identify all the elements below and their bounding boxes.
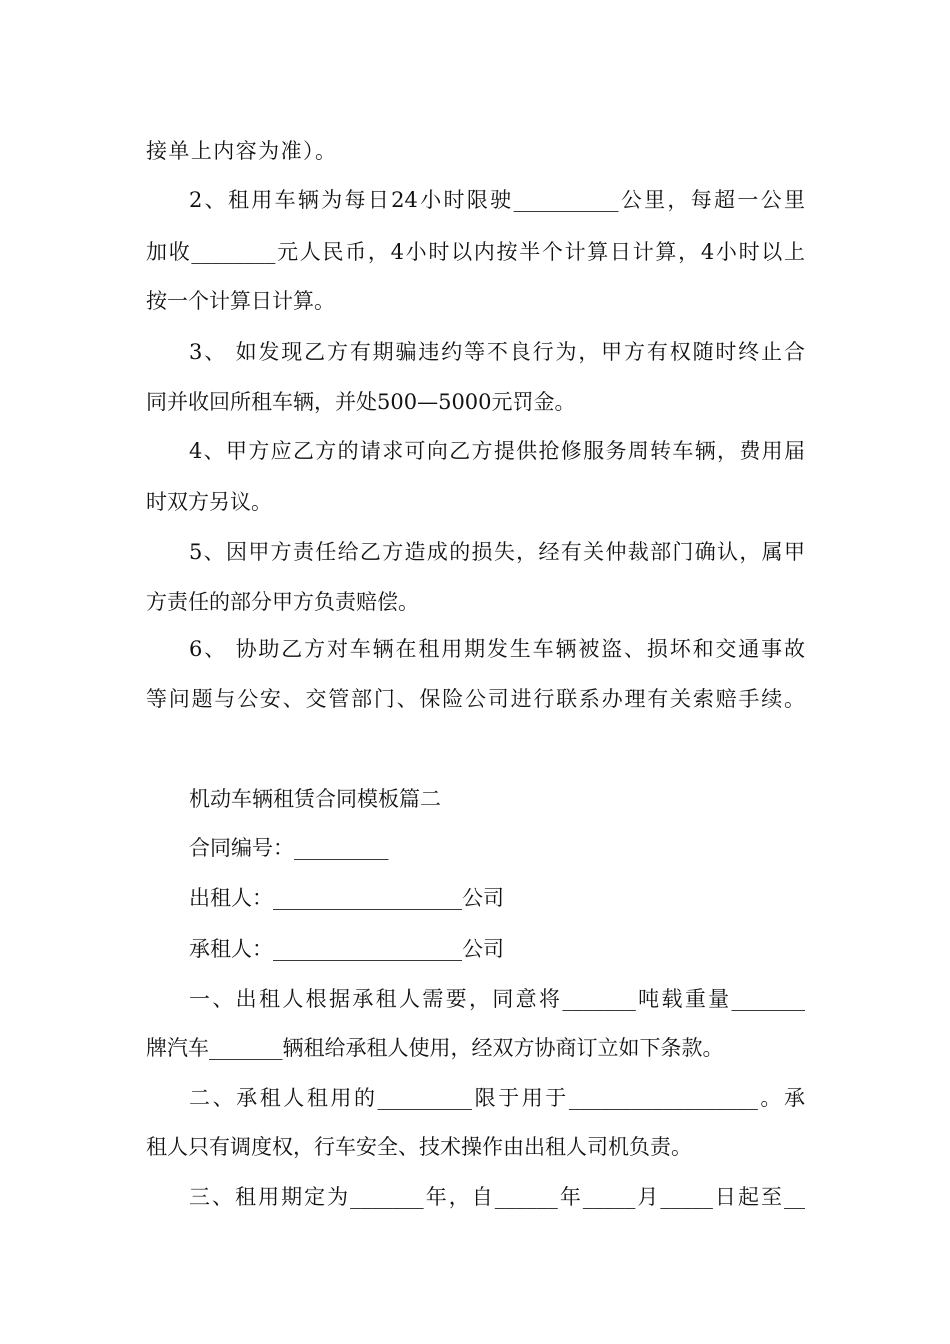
- section-title: 机动车辆租赁合同模板篇二: [189, 787, 441, 811]
- text-line: 三、租用期定为_______年，自______年_____月_____日起至__: [189, 1185, 805, 1209]
- text-line: 2、租用车辆为每日24小时限驶__________公里，每超一公里: [189, 188, 805, 212]
- lessor-field: 出租人：__________________公司: [189, 886, 504, 910]
- text-line: 5、因甲方责任给乙方造成的损失，经有关仲裁部门确认，属甲: [189, 540, 805, 564]
- text-line: 3、 如发现乙方有期骗违约等不良行为，甲方有权随时终止合: [189, 340, 805, 364]
- text-line: 等问题与公安、交管部门、保险公司进行联系办理有关索赔手续。: [146, 687, 805, 711]
- text-line: 时双方另议。: [146, 490, 272, 514]
- text-line: 同并收回所租车辆，并处500—5000元罚金。: [146, 390, 576, 414]
- text-line: 加收________元人民币，4小时以内按半个计算日计算，4小时以上: [146, 240, 805, 264]
- text-line: 接单上内容为准）。: [146, 139, 336, 163]
- contract-number: 合同编号：_________: [189, 836, 389, 860]
- text-line: 按一个计算日计算。: [146, 289, 335, 313]
- text-line: 二、承租人租用的_________限于用于__________________。承: [189, 1086, 805, 1110]
- text-line: 4、甲方应乙方的请求可向乙方提供抢修服务周转车辆，费用届: [189, 439, 805, 463]
- text-line: 租人只有调度权，行车安全、技术操作由出租人司机负责。: [146, 1135, 692, 1159]
- text-line: 方责任的部分甲方负责赔偿。: [146, 590, 419, 614]
- text-line: 一、出租人根据承租人需要，同意将_______吨载重量_______: [189, 987, 805, 1011]
- text-line: 牌汽车_______辆租给承租人使用，经双方协商订立如下条款。: [146, 1036, 724, 1060]
- text-line: 6、 协助乙方对车辆在租用期发生车辆被盗、损坏和交通事故: [189, 637, 805, 661]
- lessee-field: 承租人：__________________公司: [189, 937, 504, 961]
